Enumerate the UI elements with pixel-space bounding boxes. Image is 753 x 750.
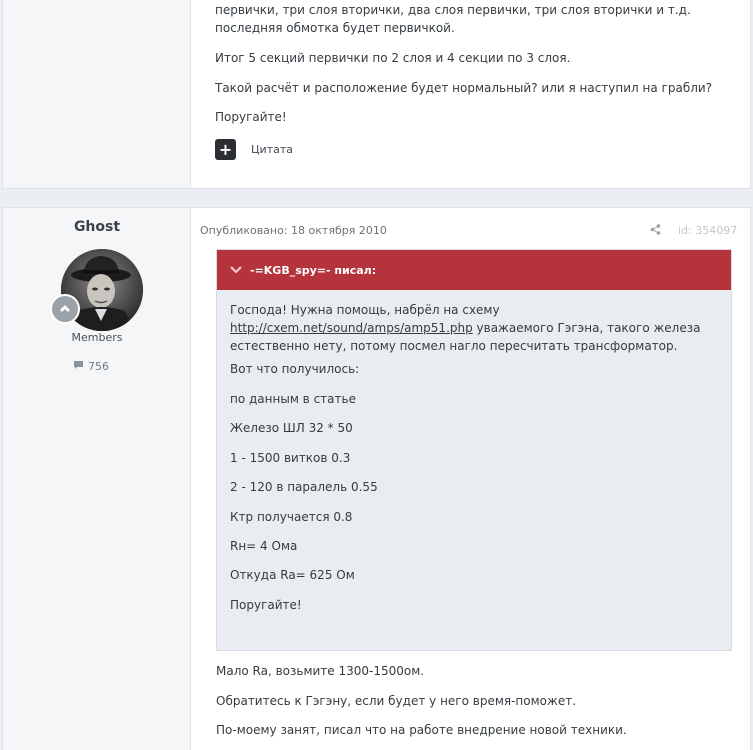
post-paragraph: Поругайте!: [215, 110, 287, 124]
quote-header[interactable]: [217, 250, 731, 290]
quote-paragraph: [230, 301, 720, 355]
post-ghost: [2, 207, 751, 750]
post-previous: [2, 0, 751, 189]
post-count-value: 756: [88, 360, 109, 373]
post-count: [73, 360, 109, 373]
quote-button-label[interactable]: Цитата: [251, 143, 293, 156]
quote-paragraph: 1 - 1500 витков 0.3: [230, 451, 351, 465]
reply-paragraph: По-моему занят, писал что на работе внедрение новой техники.: [216, 723, 627, 737]
quote-paragraph: Ктр получается 0.8: [230, 510, 353, 524]
quote-paragraph: Rн= 4 Ома: [230, 539, 298, 553]
author-name[interactable]: Ghost: [73, 219, 121, 235]
quote-paragraph: 2 - 120 в паралель 0.55: [230, 480, 378, 494]
quote-action[interactable]: [215, 139, 293, 160]
quote-block: [216, 249, 732, 651]
share-icon[interactable]: [650, 224, 661, 238]
post-paragraph: Такой расчёт и расположение будет нормальный? или я наступил на грабли?: [215, 81, 713, 95]
quote-paragraph: Поругайте!: [230, 598, 302, 612]
post-content: [191, 0, 750, 188]
post-date[interactable]: Опубликовано: 18 октября 2010: [200, 224, 387, 237]
author-group: Members: [71, 331, 123, 344]
quote-text: уважаемого Гэгэна, такого железа естественно нету, потому посмел нагло пересчитать трансформатор.: [230, 321, 701, 353]
post-paragraph: Итог 5 секций первички по 2 слоя и 4 секции по 3 слоя.: [215, 51, 571, 65]
plus-icon[interactable]: +: [215, 139, 236, 160]
quote-author: -=KGB_spy=- писал:: [250, 263, 377, 277]
comment-icon: [73, 360, 84, 373]
quote-paragraph: Железо ШЛ 32 * 50: [230, 421, 353, 435]
quote-text: Господа! Нужна помощь, набрёл на схему: [230, 303, 500, 317]
quote-link[interactable]: http://cxem.net/sound/amps/amp51.php: [230, 321, 473, 335]
post-id[interactable]: id: 354097: [678, 224, 738, 237]
post-paragraph: первички, три слоя вторички, два слоя первички, три слоя вторички и т.д. последняя обмотка будет первичкой.: [215, 3, 691, 35]
chevron-down-icon[interactable]: [230, 264, 242, 277]
author-column: [3, 0, 191, 188]
author-column: [3, 208, 191, 750]
reply-paragraph: Мало Ra, возьмите 1300-1500ом.: [216, 664, 425, 678]
rank-badge-icon: [50, 294, 80, 324]
reply-paragraph: Обратитесь к Гэгэну, если будет у него время-поможет.: [216, 694, 577, 708]
quote-paragraph: Откуда Ra= 625 Ом: [230, 568, 355, 582]
quote-paragraph: по данным в статье: [230, 392, 356, 406]
quote-paragraph: Вот что получилось:: [230, 362, 360, 376]
post-content: [191, 208, 750, 750]
